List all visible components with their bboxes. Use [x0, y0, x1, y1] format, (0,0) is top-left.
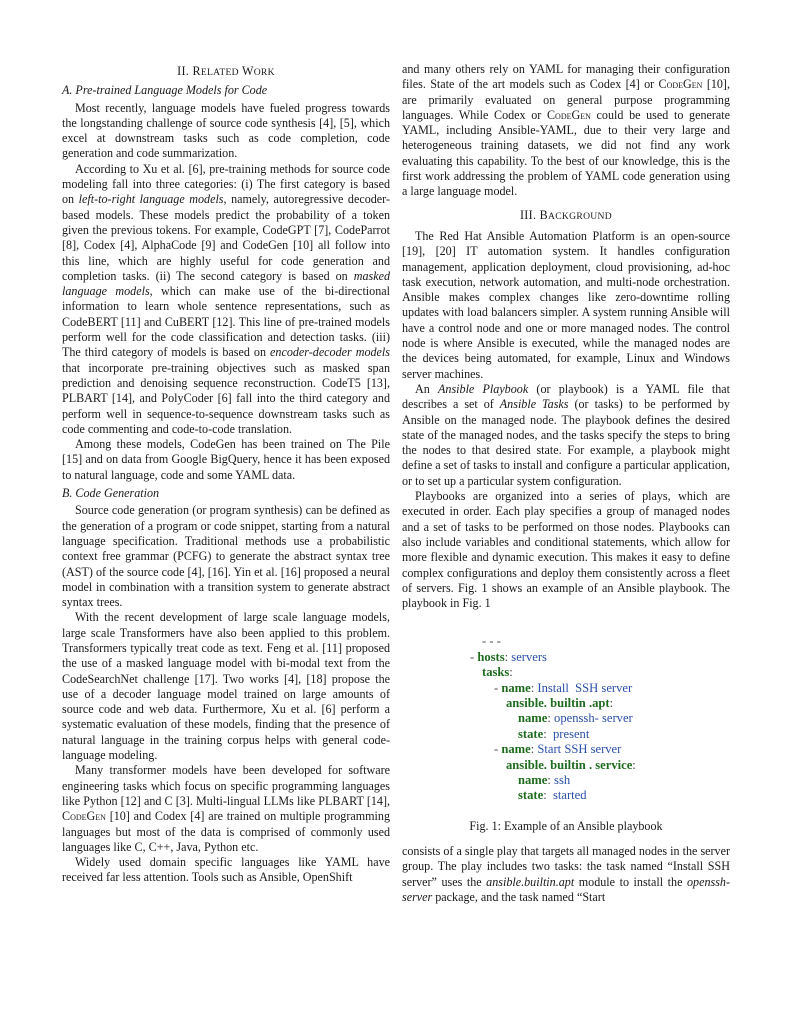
paragraph: Most recently, language models have fueled progress towards the longstanding challenge of source code synthesis [4], [5], which excel at downstream tasks such as code completion, code generation and code summarization. — [62, 100, 390, 161]
left-column — [62, 62, 390, 886]
code-line: tasks: — [482, 665, 513, 680]
code-line: - name: Start SSH server — [494, 742, 622, 757]
paragraph: and many others rely on YAML for managing their configuration files. State of the art models such as Codex [4] or CodeGen [10], are primarily evaluated on general purpose programming languages. While Codex or CodeGen could be used to generate YAML, including Ansible-YAML, due to their very large and heterogeneous training datasets, we did not find any work evaluating this capability. To the best of our knowledge, this is the first work addressing the problem of YAML code generation using a large language model. — [402, 62, 730, 199]
code-line: name: ssh — [518, 773, 571, 788]
paragraph: Playbooks are organized into a series of plays, which are executed in order. Each play specifies a group of managed nodes and a set of tasks to be performed on those nodes. Playbooks can also include variables and conditional statements, which allow for more flexible and dynamic execution. This makes it easy to define complex configurations and deploy them consistently across a fleet of servers. Fig. 1 shows an example of an Ansible playbook. The playbook in Fig. 1 — [402, 489, 730, 611]
code-line: state: present — [518, 726, 590, 741]
paragraph: Widely used domain specific languages like YAML have received far less attention. Tools such as Ansible, OpenShift — [62, 855, 390, 885]
code-line: - hosts: servers — [470, 649, 547, 664]
code-line: ansible. builtin .apt: — [506, 696, 614, 711]
code-line: state: started — [518, 788, 587, 803]
code-listing-playbook — [402, 634, 730, 803]
section-heading-background: III. BACKGROUND — [519, 207, 612, 222]
paragraph: Source code generation (or program synthesis) can be defined as the generation of a program or code snippet, starting from a natural language specification. Traditional methods use a probabilistic context free grammar (PCFG) to generate the abstract syntax tree (AST) of the source code [4], [16]. Yin et al. [16] proposed a neural model in combination with a transition system to generate abstract syntax trees. — [62, 503, 390, 610]
paragraph: An Ansible Playbook (or playbook) is a YAML file that describes a set of Ansible Tasks (or tasks) to be performed by Ansible on the managed node. The playbook defines the desired state of the managed nodes, and the tasks specify the steps to bring the nodes to that desired state. For example, a playbook might define a set of tasks to install and configure a particular application, or to set up a particular system configuration. — [402, 381, 730, 488]
code-line: - name: Install SSH server — [494, 680, 633, 695]
code-line: ansible. builtin . service: — [506, 757, 636, 772]
figure-caption: Fig. 1: Example of an Ansible playbook — [469, 818, 663, 833]
right-column — [402, 62, 730, 905]
paragraph: The Red Hat Ansible Automation Platform is an open-source [19], [20] IT automation system. It handles configuration management, application deployment, cloud provisioning, ad-hoc task execution, network automation, and multi-node orchestration. Ansible makes complex changes like zero-downtime rolling updates with load balancers simpler. A system running Ansible will have a control node and one or more managed nodes. The control node is where Ansible is executed, while the managed nodes are the devices being automated, for example, Linux and Windows server machines. — [402, 228, 730, 381]
section-heading-related-work: II. RELATED WORK — [177, 64, 275, 78]
code-line: - - - — [482, 634, 501, 649]
subsection-heading-pretrained: A. Pre-trained Language Models for Code — [62, 83, 268, 98]
paragraph: consists of a single play that targets all managed nodes in the server group. The play includes two tasks: the task named “Install SSH server” uses the ansible.builtin.apt module to install the openssh-server package, and the task named “Start — [402, 844, 730, 905]
subsection-heading-code-generation: B. Code Generation — [62, 486, 160, 501]
paragraph: Among these models, CodeGen has been trained on The Pile [15] and on data from Google BigQuery, hence it has been exposed to natural language, code and some YAML data. — [62, 437, 390, 482]
paragraph: According to Xu et al. [6], pre-training methods for source code modeling fall into three categories: (i) The first category is based on left-to-right language models, namely, autoregressive decoder-based models. These models predict the probability of a token given the previous tokens. For example, CodeGPT [7], CodeParrot [8], Codex [4], AlphaCode [9] and CodeGen [10] all follow into this line, which are highly useful for code generation and completion tasks. (ii) The second category is based on masked language models, which can make use of the bi-directional information to learn whole sentence representations, such as CodeBERT [11] and CuBERT [12]. This line of pre-trained models perform well for the code classification and detection tasks. (iii) The third category of models is based on encoder-decoder models that incorporate pre-training objectives such as masked span prediction and denoising sequence reconstruction. CodeT5 [13], PLBART [14], and PolyCoder [6] fall into the third category and perform well in sequence-to-sequence downstream tasks such as code commenting and code-to-code translation. — [62, 161, 390, 436]
paragraph: Many transformer models have been developed for software engineering tasks which focus on specific programming languages like Python [12] and C [3]. Multi-lingual LLMs like PLBART [14], CodeGen [10] and Codex [4] are trained on multiple programming languages but most of the data is comprised of commonly used languages like C, C++, Java, Python etc. — [62, 763, 390, 854]
paragraph: With the recent development of large scale language models, large scale Transformers have also been applied to this problem. Transformers typically treat code as text. Feng et al. [11] proposed the use of a masked language model with bi-modal text from the CodeSearchNet challenge [17]. Two works [4], [18] propose the use of a decoder language model trained on large amounts of source code and web data. Furthermore, Xu et al. [6] perform a systematic evaluation of these models, finding that the presence of natural language in the training corpus helps with general code-language modeling. — [62, 610, 390, 763]
code-line: name: openssh- server — [518, 711, 633, 726]
